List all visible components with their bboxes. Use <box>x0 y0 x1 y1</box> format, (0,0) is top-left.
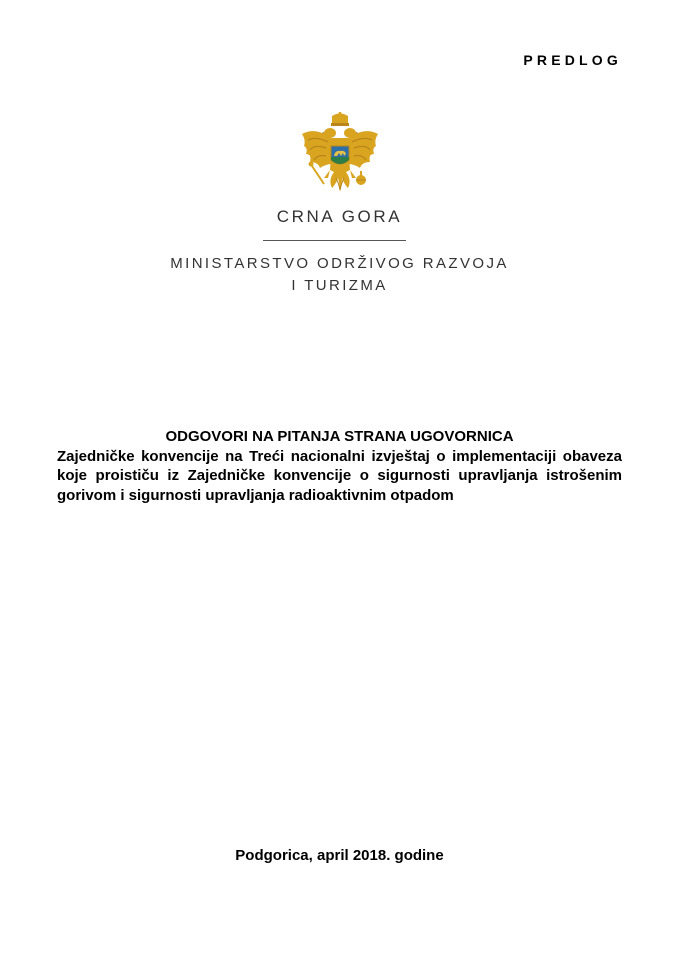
status-label: PREDLOG <box>523 52 622 68</box>
ministry-name <box>0 253 679 297</box>
place-and-date: Podgorica, april 2018. godine <box>235 847 444 864</box>
title-subtitle: Zajedničke konvencije na Treći nacionalni izvještaj o implementaciji obaveza koje proističu iz Zajedničke konvencije o sigurnosti upravljanja istrošenim gorivom i sigurnosti upravljanja radioaktivnim otpadom <box>57 447 622 504</box>
title-main: ODGOVORI NA PITANJA STRANA UGOVORNICA <box>165 428 514 445</box>
country-name: CRNA GORA <box>276 207 403 226</box>
ministry-line-1: MINISTARSTVO ODRŽIVOG RAZVOJA <box>170 255 509 272</box>
document-title <box>57 427 622 505</box>
header-divider <box>263 240 406 241</box>
montenegro-coat-of-arms-icon <box>298 112 382 200</box>
ministry-line-2: I TURIZMA <box>291 277 388 294</box>
